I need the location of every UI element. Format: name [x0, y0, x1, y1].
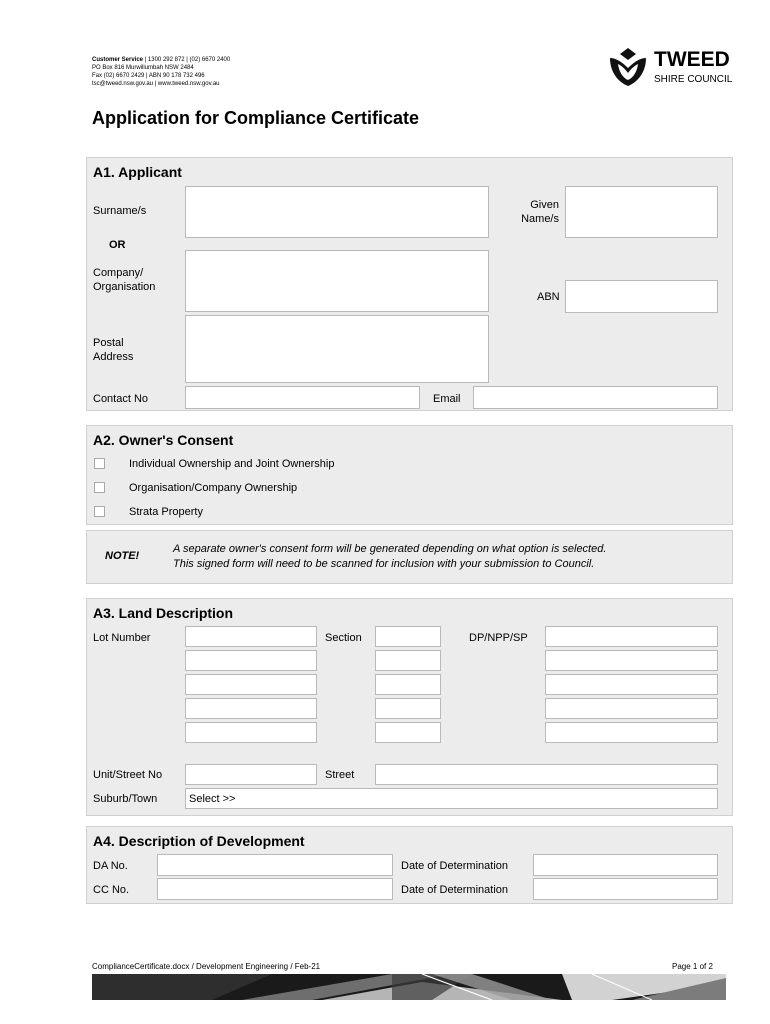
logo-main-text: TWEED — [654, 48, 730, 71]
lot-number-field[interactable] — [185, 722, 317, 743]
cc-no-field[interactable] — [157, 878, 393, 900]
surname-field[interactable] — [185, 186, 489, 238]
street-label: Street — [325, 769, 355, 781]
lot-number-field[interactable] — [185, 674, 317, 695]
dp-label: DP/NPP/SP — [469, 632, 528, 644]
strata-property-checkbox[interactable] — [94, 506, 105, 517]
suburb-town-select[interactable] — [185, 788, 718, 809]
individual-ownership-label: Individual Ownership and Joint Ownership — [129, 458, 335, 470]
company-label: Company/ Organisation — [93, 267, 156, 293]
contact-no-field[interactable] — [185, 386, 420, 409]
postal-line: PO Box 816 Murwillumbah NSW 2484 — [92, 65, 194, 71]
cc-date-label: Date of Determination — [401, 884, 508, 896]
abn-label: ABN — [537, 291, 560, 303]
individual-ownership-checkbox[interactable] — [94, 458, 105, 469]
note-box — [86, 530, 733, 584]
footer-page-number: Page 1 of 2 — [672, 962, 713, 971]
email-web-line: tsc@tweed.nsw.gov.au | www.tweed.nsw.gov.au — [92, 81, 220, 87]
lot-number-field[interactable] — [185, 626, 317, 647]
surname-label: Surname/s — [93, 205, 147, 217]
section-field[interactable] — [375, 674, 441, 695]
section-a4 — [86, 826, 733, 904]
note-line-2: This signed form will need to be scanned for inclusion with your submission to Council. — [173, 558, 595, 570]
da-no-field[interactable] — [157, 854, 393, 876]
lot-number-field[interactable] — [185, 650, 317, 671]
lot-number-field[interactable] — [185, 698, 317, 719]
customer-service-label: Customer Service — [92, 57, 144, 63]
dp-field[interactable] — [545, 674, 718, 695]
cc-date-field[interactable] — [533, 878, 718, 900]
company-ownership-checkbox[interactable] — [94, 482, 105, 493]
company-ownership-label: Organisation/Company Ownership — [129, 482, 298, 494]
postal-address-label: Postal Address — [93, 337, 134, 363]
dp-field[interactable] — [545, 626, 718, 647]
unit-street-no-field[interactable] — [185, 764, 317, 785]
street-field[interactable] — [375, 764, 718, 785]
section-a1-title: A1. Applicant — [93, 164, 182, 180]
fax-abn-line: Fax (02) 6670 2429 | ABN 90 178 732 496 — [92, 73, 205, 79]
section-a2-title: A2. Owner's Consent — [93, 432, 234, 448]
unit-street-no-label: Unit/Street No — [93, 769, 163, 781]
footer-document-info: ComplianceCertificate.docx / Development Engineering / Feb-21 — [92, 962, 321, 971]
strata-property-label: Strata Property — [129, 506, 203, 518]
company-field[interactable] — [185, 250, 489, 312]
customer-service-phones: | 1300 292 872 | (02) 6670 2400 — [143, 57, 231, 63]
suburb-town-label: Suburb/Town — [93, 793, 158, 805]
abn-field[interactable] — [565, 280, 718, 313]
section-label: Section — [325, 632, 362, 644]
section-a2 — [86, 425, 733, 525]
footer-decorative-band — [92, 974, 726, 1000]
section-a3 — [86, 598, 733, 816]
lot-number-label: Lot Number — [93, 632, 151, 644]
or-label: OR — [109, 239, 126, 251]
page-title: Application for Compliance Certificate — [92, 108, 420, 128]
da-date-field[interactable] — [533, 854, 718, 876]
email-field[interactable] — [473, 386, 718, 409]
dp-field[interactable] — [545, 722, 718, 743]
da-no-label: DA No. — [93, 860, 128, 872]
contact-no-label: Contact No — [93, 393, 149, 405]
section-field[interactable] — [375, 722, 441, 743]
section-a4-title: A4. Description of Development — [93, 833, 305, 849]
logo-emblem-icon — [606, 46, 650, 88]
section-field[interactable] — [375, 650, 441, 671]
given-name-field[interactable] — [565, 186, 718, 238]
email-label: Email — [433, 393, 461, 405]
cc-no-label: CC No. — [93, 884, 130, 896]
note-label: NOTE! — [105, 550, 140, 562]
da-date-label: Date of Determination — [401, 860, 508, 872]
tweed-logo — [606, 46, 736, 90]
logo-sub-text: SHIRE COUNCIL — [654, 74, 733, 85]
dp-field[interactable] — [545, 650, 718, 671]
suburb-town-value: Select >> — [189, 793, 236, 805]
section-a3-title: A3. Land Description — [93, 605, 234, 621]
note-line-1: A separate owner's consent form will be generated depending on what option is selected. — [173, 543, 607, 555]
given-name-label: Given Name/s — [521, 199, 559, 225]
section-a1 — [86, 157, 733, 411]
section-field[interactable] — [375, 698, 441, 719]
section-field[interactable] — [375, 626, 441, 647]
postal-address-field[interactable] — [185, 315, 489, 383]
header-contact — [92, 56, 230, 88]
dp-field[interactable] — [545, 698, 718, 719]
